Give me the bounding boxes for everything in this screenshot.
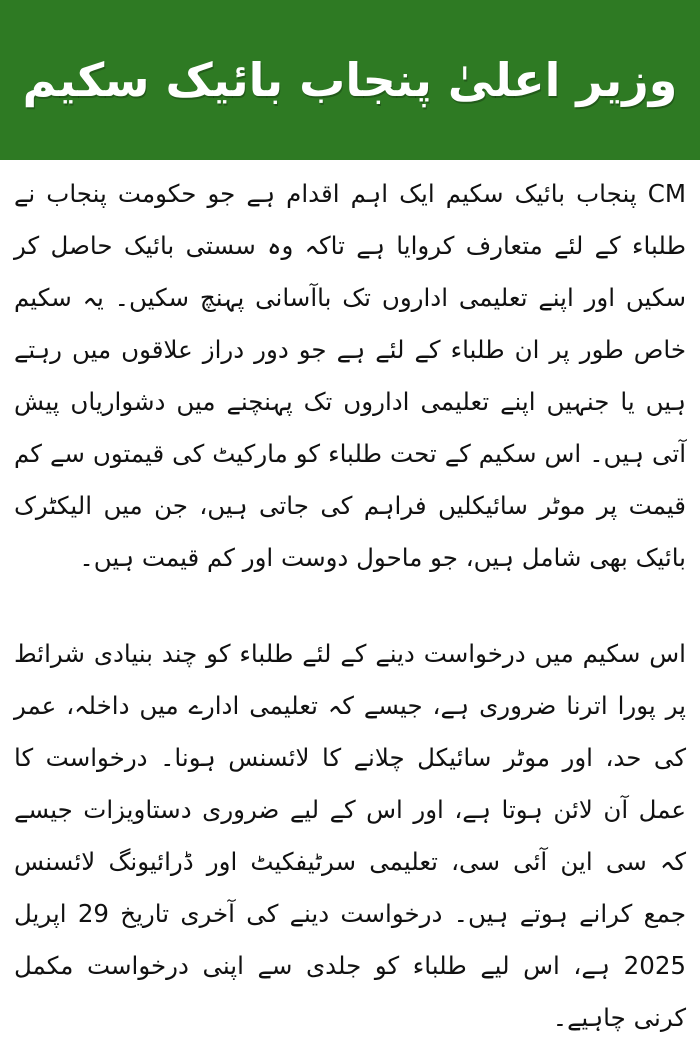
header-banner [0, 0, 700, 160]
article-paragraph-2: اس سکیم میں درخواست دینے کے لئے طلباء کو چند بنیادی شرائط پر پورا اترنا ضروری ہے، جیسے کہ تعلیمی ادارے میں داخلہ، عمر کی حد، اور موٹر سائیکل چلانے کا لائسنس ہونا۔ درخواست کا عمل آن لائن ہوتا ہے، اور اس کے لیے ضروری دستاویزات جیسے کہ سی این آئی سی، تعلیمی سرٹیفکیٹ اور ڈرائیونگ لائسنس جمع کرانے ہوتے ہیں۔ درخواست دینے کی آخری تاریخ 29 اپریل 2025 ہے، اس لیے طلباء کو جلدی سے اپنی درخواست مکمل کرنی چاہیے۔ [14, 639, 686, 1032]
article-body [14, 168, 686, 1044]
article-paragraph-1: CM پنجاب بائیک سکیم ایک اہم اقدام ہے جو حکومت پنجاب نے طلباء کے لئے متعارف کروایا ہے تاکہ وہ سستی بائیک حاصل کر سکیں اور اپنے تعلیمی اداروں تک باآسانی پہنچ سکیں۔ یہ سکیم خاص طور پر ان طلباء کے لئے ہے جو دور دراز علاقوں میں رہتے ہیں یا جنہیں اپنے تعلیمی اداروں تک پہنچنے میں دشواریاں پیش آتی ہیں۔ اس سکیم کے تحت طلباء کو مارکیٹ کی قیمتوں سے کم قیمت پر موٹر سائیکلیں فراہم کی جاتی ہیں، جن میں الیکٹرک بائیک بھی شامل ہیں، جو ماحول دوست اور کم قیمت ہیں۔ [14, 179, 686, 572]
page-title: وزیر اعلیٰ پنجاب بائیک سکیم [22, 53, 678, 107]
